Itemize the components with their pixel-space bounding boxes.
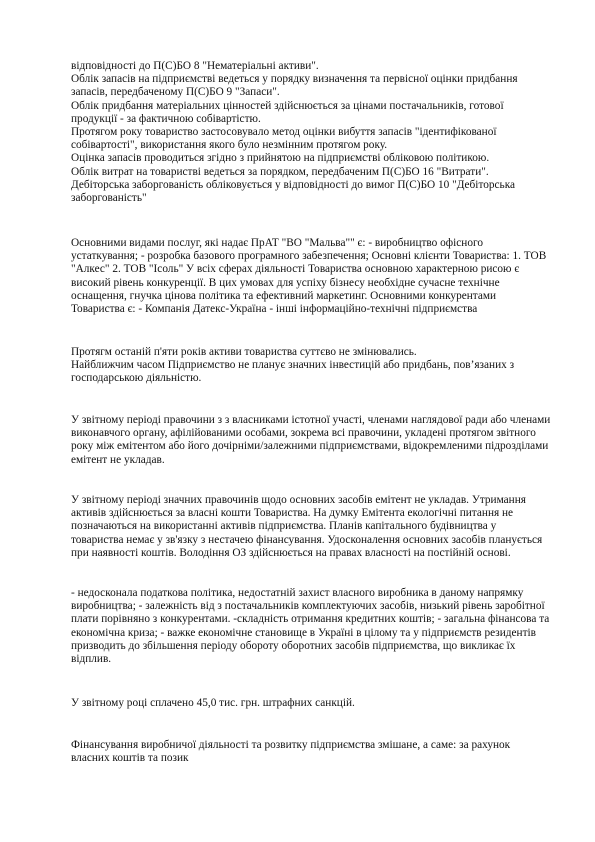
text-line: відповідності до П(С)БО 8 "Нематеріальні активи". [71, 60, 319, 72]
text-paragraph: Основними видами послуг, які надає ПрАТ "ВО "Мальва"" є: - виробництво офісного устаткування; - розробка базового програмного забезпечення; Основні клієнти Товариства: 1. ТОВ "Алкес" 2. ТОВ "Ісоль" У всіх сферах діяльності Товариства основною характерною рисою є високий рівень конкуренції. В цих умовах для успіху бізнесу необхідне сучасне технічне оснащення, гнучка цінова політика та ефективний маркетинг. Основними конкурентами Товариства є: - Компанія Датекс-Україна - інші інформаційно-технічні підприємства [71, 237, 547, 316]
fixed-assets-section [71, 494, 551, 560]
problems-section [71, 587, 551, 666]
text-paragraph: У звітному періоді правочини з з власниками істотної участі, членами наглядової ради або членами виконавчого органу, афілійованими особами, зокрема всі правочини, укладені протягом звітного року між емітентом або його дочірніми/залежними підприємствами, відокремленими підрозділами емітент не укладав. [71, 414, 551, 466]
transactions-section [71, 414, 551, 467]
text-line: Протягом року товариство застосовувало метод оцінки вибуття запасів "ідентифікованої собівартості", використання якого було незмінним протягом року. [71, 126, 497, 152]
text-line: Облік запасів на підприємстві ведеться у порядку визначення та первісної оцінки придбання запасів, передбаченому П(С)БО 9 "Запаси". [71, 73, 518, 99]
text-paragraph: Фінансування виробничої діяльності та розвитку підприємства змішане, а саме: за рахунок власних коштів та позик [71, 739, 511, 765]
financing-section [71, 739, 551, 765]
text-line: Облік придбання матеріальних цінностей здійснюється за цінами постачальників, готової продукції - за фактичною собівартістю. [71, 99, 504, 125]
services-section [71, 237, 551, 316]
text-line: Облік витрат на товаристві ведеться за порядком, передбаченим П(С)БО 16 "Витрати". [71, 165, 489, 178]
text-paragraph: У звітному році сплачено 45,0 тис. грн. штрафних санкцій. [71, 697, 355, 709]
text-paragraph: У звітному періоді значних правочинів щодо основних засобів емітент не укладав. Утримання активів здійснюється за власні кошти Товариства. На думку Емітента екологічні питання не позначаються на використанні активів підприємства. Планів капітального будівництва у товариства немає у зв'язку з нестачею фінансування. Удосконалення основних засобів планується при наявності коштів. Володіння ОЗ здійснюється на правах власності на постійній основі. [71, 494, 543, 559]
text-line: Дебіторська заборгованість обліковується у відповідності до вимог П(С)БО 10 "Дебіторська заборгованість" [71, 178, 516, 205]
text-line: Оцінка запасів проводиться згідно з прийнятою на підприємстві обліковою політикою. [71, 152, 490, 165]
accounting-policy-section [71, 60, 551, 205]
assets-section [71, 346, 551, 386]
text-paragraph: - недосконала податкова політика, недостатній захист власного виробника в даному напрямку виробництва; - залежність від з постачальників комплектуючих засобів, низький рівень заробітної плати порівняно з конкурентами. -складність отримання кредитних коштів; - загальна фінансова та економічна криза; - важке економічне становище в Україні в цілому та у підприємств резидентів призводить до збільшення періоду обороту оборотних засобів підприємства, що викликає їх відплив. [71, 587, 550, 666]
text-line: Найближчим часом Підприємство не планує значних інвестицій або придбань, пов’язаних з господарською діяльністю. [71, 359, 515, 385]
penalties-section [71, 697, 551, 710]
text-line: Протягм останій п'яти років активи товариства суттєво не змінювались. [71, 346, 417, 358]
